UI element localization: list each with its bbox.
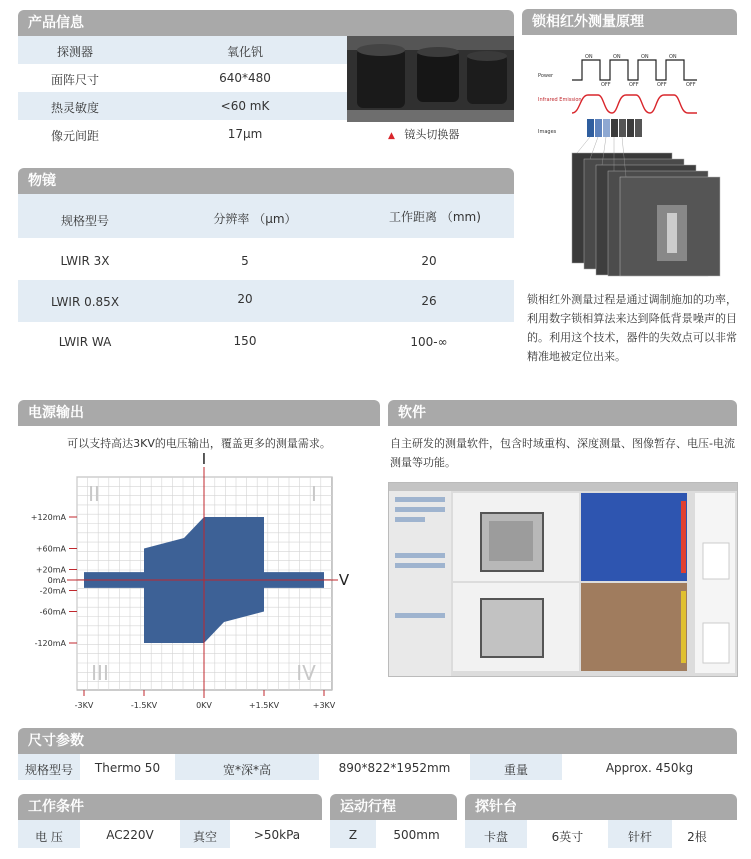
work-voltage-label: 电 压: [35, 830, 63, 844]
x-tick-label: +1.5KV: [248, 701, 280, 710]
dim-size-value: 890*822*1952mm: [338, 761, 451, 775]
spec-value: 640*480: [219, 71, 271, 85]
y-tick-label: -20mA: [39, 586, 66, 596]
x-axis-label: V: [338, 571, 350, 589]
objective-resolution: 20: [237, 292, 253, 306]
objective-distance: 20: [421, 254, 437, 268]
x-tick-label: -3KV: [74, 701, 94, 710]
working-title: 工作条件: [28, 799, 84, 815]
y-tick-label: -120mA: [34, 639, 66, 648]
lockin-svg: [522, 35, 737, 280]
amplitude-map: [581, 583, 687, 671]
objective-distance: 26: [421, 294, 437, 308]
dimensions-header: [18, 728, 737, 754]
work-vacuum-value: >50kPa: [253, 828, 301, 842]
col-header-distance: 工作距离 （mm): [389, 210, 481, 224]
col-header-resolution: 分辨率 （μm）: [213, 212, 297, 226]
photo-caption: [388, 126, 459, 142]
image-stack: [572, 153, 720, 276]
phase-map: [581, 493, 687, 581]
quadrant-label: II: [88, 482, 100, 506]
spec-label: 热灵敏度: [50, 101, 99, 115]
on-label: ON: [585, 54, 593, 60]
x-tick-label: +3KV: [312, 701, 336, 710]
on-label: ON: [669, 54, 677, 60]
motion-axis-value: 500mm: [393, 828, 440, 842]
probe-chuck-label: 卡盘: [483, 830, 508, 844]
software-description: 自主研发的测量软件，包含时域重构、深度测量、图像暂存、电压-电流测量等功能。: [390, 437, 735, 469]
power-label: Power: [538, 73, 554, 79]
work-voltage-value: AC220V: [106, 828, 154, 842]
spec-value: 氧化钒: [226, 45, 263, 59]
probe-title: 探针台: [475, 799, 517, 815]
lens-switcher-photo: [347, 36, 514, 122]
motion-axis-label: Z: [348, 828, 358, 842]
ir-label: Infrared Emission: [538, 97, 582, 103]
work-vacuum-label: 真空: [192, 830, 217, 844]
software-title: 软件: [398, 405, 426, 421]
objective-title: 物镜: [28, 173, 56, 189]
y-tick-label: +20mA: [35, 565, 66, 575]
spec-value: <60 mK: [220, 99, 270, 113]
probe-header: [465, 794, 737, 820]
dimensions-title: 尺寸参数: [28, 733, 84, 749]
lockin-description: 锁相红外测量过程是通过调制施加的功率，利用数字锁相算法来达到降低背景噪声的目的。利用这个技术，器件的失效点可以非常精准地被定位出来。: [527, 293, 737, 363]
product-info-header: [18, 10, 514, 36]
software-header: [388, 400, 737, 426]
quadrant-label: I: [311, 482, 317, 506]
objective-header: [18, 168, 514, 194]
dim-model-label: 规格型号: [24, 763, 73, 777]
lockin-title: 锁相红外测量原理: [532, 14, 644, 30]
lockin-header: [522, 9, 737, 35]
caption-triangle-icon: ▲: [388, 131, 395, 141]
spec-label: 像元间距: [50, 129, 99, 143]
probe-needle-label: 针杆: [627, 830, 652, 844]
objective-model: LWIR 3X: [60, 254, 110, 268]
spec-label: 面阵尺寸: [50, 73, 99, 87]
col-header-model: 规格型号: [60, 214, 109, 228]
x-tick-label: 0KV: [196, 701, 212, 710]
dim-size-label: 宽*深*高: [222, 763, 271, 777]
motion-title: 运动行程: [340, 799, 396, 815]
off-label: OFF: [601, 82, 611, 88]
objective-model: LWIR WA: [58, 335, 112, 349]
software-illustration: [389, 483, 737, 676]
objective-resolution: 5: [241, 254, 249, 268]
iv-chart: [0, 450, 380, 715]
probe-needle-value: 2根: [687, 830, 707, 844]
quadrant-label: III: [91, 661, 109, 685]
y-tick-label: +60mA: [35, 544, 66, 554]
objective-resolution: 150: [233, 334, 257, 348]
y-tick-label: 0mA: [47, 576, 66, 585]
working-header: [18, 794, 322, 820]
image-strip: [587, 119, 642, 137]
software-screenshot: [388, 482, 738, 677]
product-info-title: 产品信息: [28, 15, 84, 31]
ir-waveform: [572, 95, 697, 113]
spec-label: 探测器: [56, 45, 93, 59]
y-tick-label: -60mA: [39, 607, 66, 617]
power-title: 电源输出: [28, 405, 84, 421]
off-label: OFF: [629, 82, 639, 88]
images-label: Images: [538, 129, 557, 135]
y-tick-label: +120mA: [30, 513, 66, 522]
probe-chuck-value: 6英寸: [551, 830, 584, 844]
off-label: OFF: [686, 82, 696, 88]
lens-switcher-illustration: [347, 36, 514, 122]
dim-model-value: Thermo 50: [94, 761, 161, 775]
caption-text: 镜头切换器: [404, 128, 460, 141]
on-label: ON: [613, 54, 621, 60]
power-waveform: [572, 60, 697, 80]
power-description: 可以支持高达3KV的电压输出，覆盖更多的测量需求。: [67, 437, 331, 450]
objective-distance: 100-∞: [410, 335, 448, 349]
on-label: ON: [641, 54, 649, 60]
quadrant-label: IV: [296, 661, 316, 685]
y-axis-label: I: [201, 450, 207, 468]
x-tick-label: -1.5KV: [130, 701, 158, 710]
motion-header: [330, 794, 457, 820]
power-header: [18, 400, 380, 426]
lockin-diagram: [522, 35, 737, 280]
off-label: OFF: [657, 82, 667, 88]
dim-weight-value: Approx. 450kg: [605, 761, 694, 775]
dim-weight-label: 重量: [503, 763, 528, 777]
spec-value: 17μm: [227, 127, 263, 141]
objective-model: LWIR 0.85X: [50, 295, 120, 309]
